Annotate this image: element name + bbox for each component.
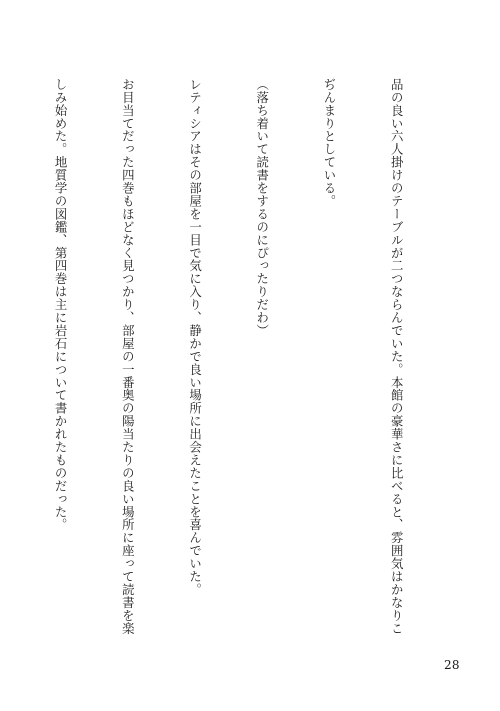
page-number: 28 — [444, 658, 460, 672]
text-line: （落ち着いて読書をするのにぴったりだわ） — [254, 78, 270, 337]
text-line: しみ始めた。地質学の図鑑、第四巻は主に岩石について書かれたものだった。 — [53, 78, 69, 532]
text-line: レティシアはその部屋を一目で気に入り、静かで良い場所に出会えたことを喜んでいた。 — [187, 78, 203, 596]
text-line: お目当てだった四巻もほどなく見つかり、部屋の一番奥の陽当たりの良い場所に座って読書を楽 — [120, 78, 136, 635]
vertical-text-body — [0, 78, 452, 638]
text-line — [0, 78, 4, 638]
text-line: ぢんまりとしている。 — [321, 78, 337, 208]
text-line: 品の良い六人掛けのテーブルが二つならんでいた。本館の豪華さに比べると、雰囲気はかなりこ — [389, 78, 405, 635]
